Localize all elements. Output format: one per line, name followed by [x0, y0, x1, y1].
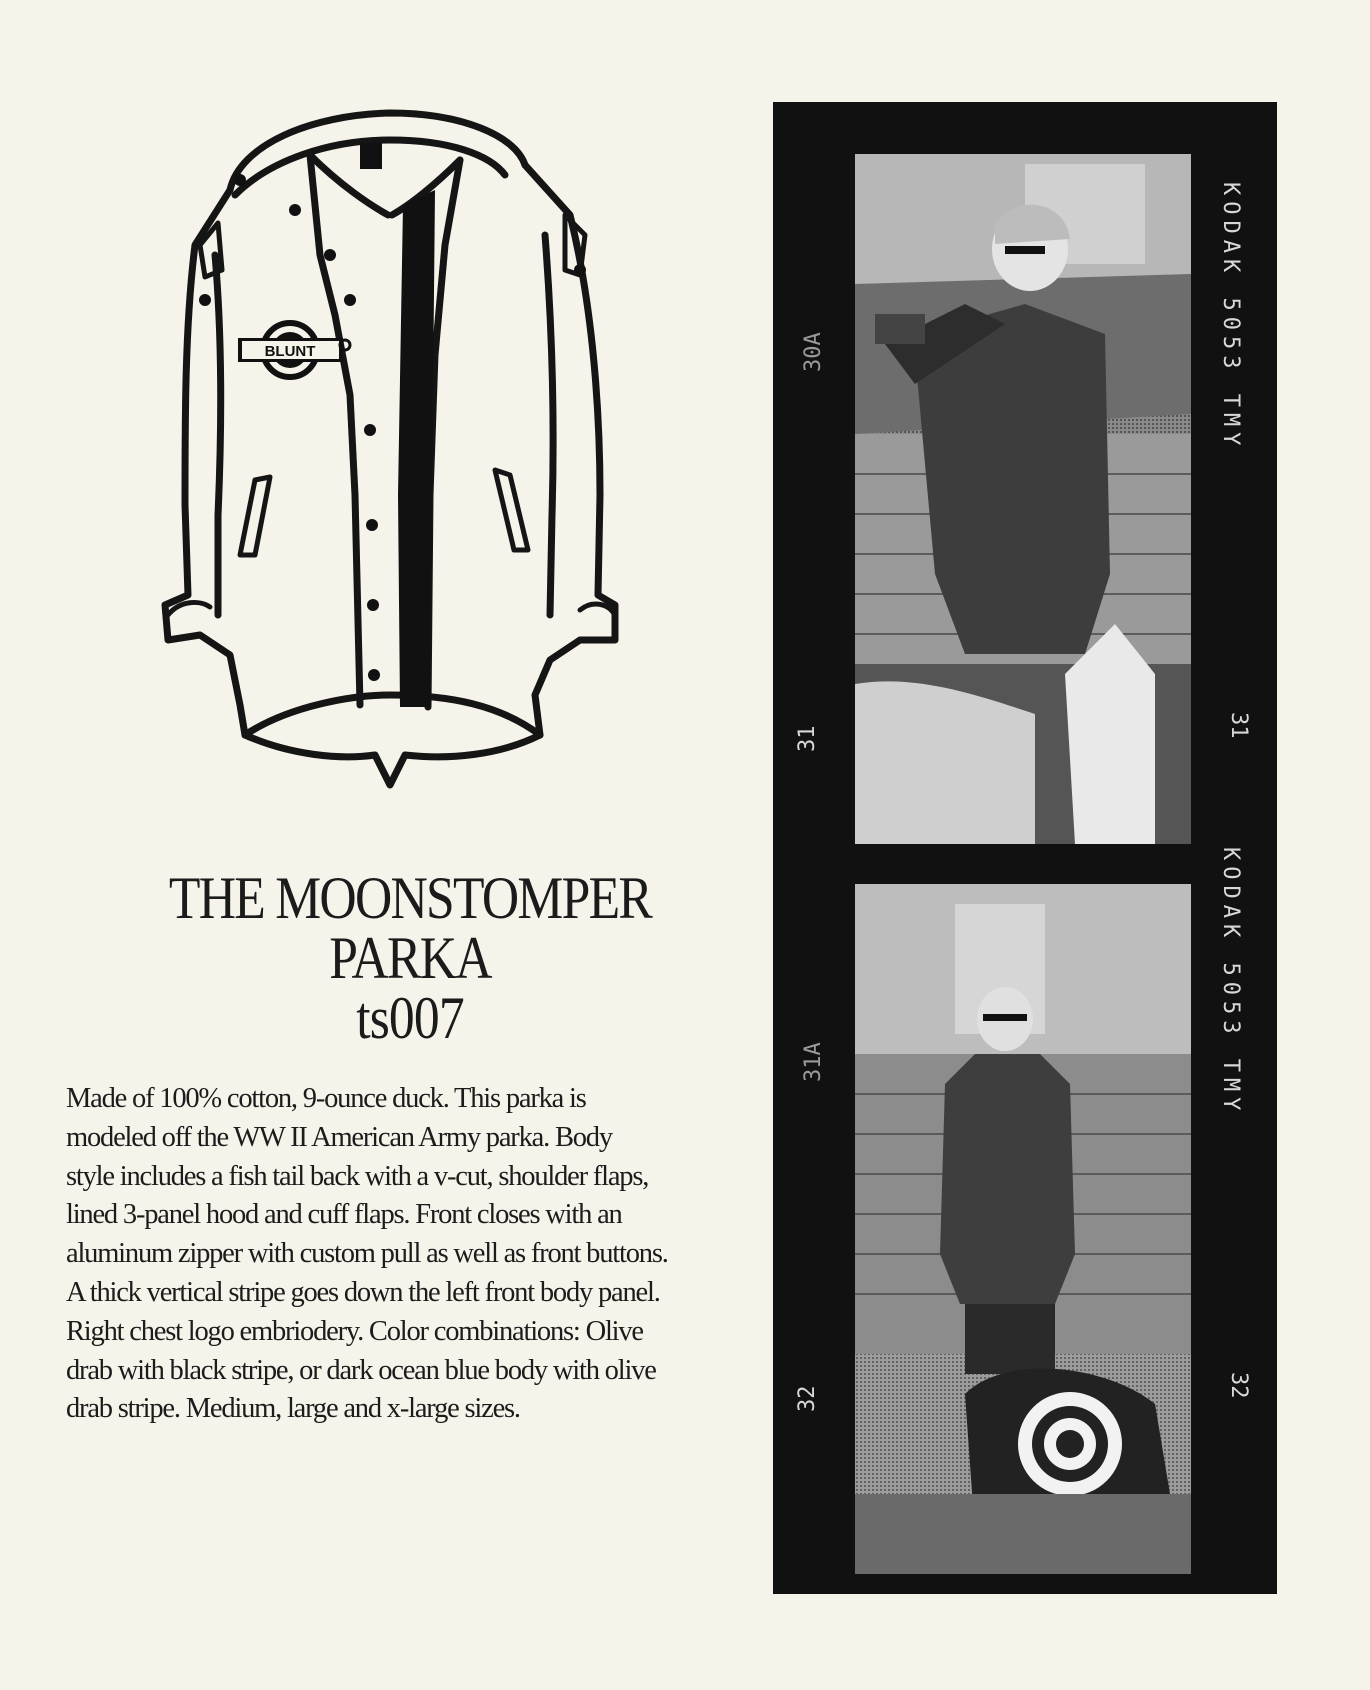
- film-edge-text-top: KODAK 5053 TMY: [1218, 182, 1243, 452]
- frame-number-bottom-right: 32: [1226, 1372, 1251, 1399]
- frame-number-bottom-left: 32: [795, 1385, 820, 1412]
- parka-illustration: [160, 95, 670, 855]
- film-edge-text-bottom: KODAK 5053 TMY: [1218, 847, 1243, 1117]
- photo-frame-top: [855, 154, 1191, 844]
- description-line: A thick vertical stripe goes down the left front body panel.: [66, 1276, 660, 1308]
- product-title: [80, 865, 740, 1051]
- description-line: lined 3-panel hood and cuff flaps. Front closes with an: [66, 1199, 622, 1231]
- frame-number-top-left: 31: [795, 725, 820, 752]
- title-line-2: PARKA: [329, 925, 491, 991]
- description-line: Right chest logo embriodery. Color combinations: Olive: [66, 1315, 643, 1347]
- photo-man-drinking: [855, 154, 1191, 844]
- description-line: aluminum zipper with custom pull as well as front buttons.: [66, 1238, 668, 1270]
- blunt-logo: [238, 323, 343, 377]
- photo-man-with-scooter: [855, 884, 1191, 1574]
- logo-text: BLUNT: [264, 343, 316, 360]
- description-line: Made of 100% cotton, 9-ounce duck. This parka is: [66, 1083, 586, 1114]
- title-line-1: THE MOONSTOMPER: [168, 865, 652, 931]
- description-line: style includes a fish tail back with a v-cut, shoulder flaps,: [66, 1160, 649, 1192]
- film-left-code-bottom: 31A: [801, 1042, 826, 1082]
- parka-drawing: [160, 95, 670, 855]
- product-description: [66, 1080, 766, 1429]
- description-line: modeled off the WW II American Army parka. Body: [66, 1121, 612, 1153]
- frame-number-top-right: 31: [1226, 712, 1251, 739]
- style-code: ts007: [356, 985, 464, 1051]
- description-line: drab with black stripe, or dark ocean blue body with olive: [66, 1354, 656, 1386]
- film-left-code-top: 30A: [801, 332, 826, 372]
- film-contact-strip: [773, 102, 1277, 1594]
- photo-frame-bottom: [855, 884, 1191, 1574]
- description-line: drab stripe. Medium, large and x-large sizes.: [66, 1393, 520, 1425]
